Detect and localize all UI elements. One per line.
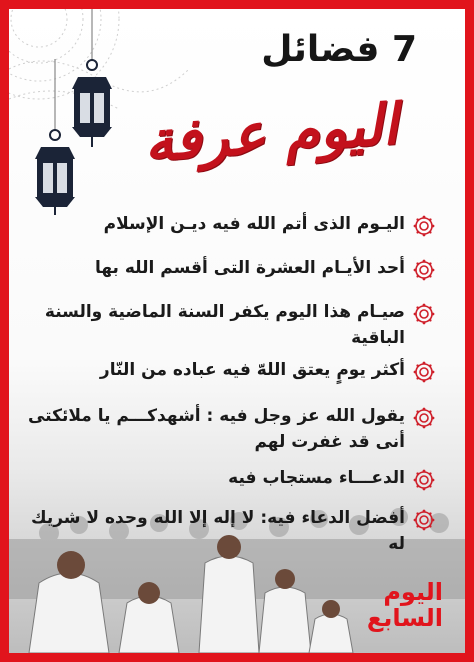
list-item [23,211,435,237]
virtue-text: الدعـــاء مستجاب فيه [228,468,405,488]
lantern-icon [27,59,83,219]
logo-line-1: اليوم [383,578,443,606]
list-item [23,299,435,351]
flower-bullet-icon [413,407,435,429]
flower-bullet-icon [413,509,435,531]
virtue-text: يقول الله عز وجل فيه : أشهدكـــم يا ملائكتى أنى قد غفرت لهم [27,406,405,452]
logo-line-2: السابع [366,604,443,632]
flower-bullet-icon [413,303,435,325]
list-item [23,255,435,281]
list-item [23,403,435,455]
youm7-logo [366,578,443,632]
flower-bullet-icon [413,215,435,237]
list-item [23,505,435,557]
virtue-text: اليـوم الذى أتم الله فيه ديـن الإسلام [103,214,405,234]
virtue-text: أكثر يومٍ يعتق اللهّ فيه عباده من النّار [99,360,405,380]
flower-bullet-icon [413,361,435,383]
list-item [23,357,435,383]
title-count: 7 فضائل [261,29,417,70]
virtue-text: صيـام هذا اليوم يكفر السنة الماضية والسنة الباقية [44,302,405,348]
flower-bullet-icon [413,469,435,491]
virtue-text: أفضل الدعاء فيه: لا إله إلا الله وحده لا شريك له [30,508,405,554]
list-item [23,465,435,491]
flower-bullet-icon [413,259,435,281]
title-script: اليوم عرفة [142,91,400,175]
virtue-text: أحد الأيـام العشرة التى أقسم الله بها [94,258,405,278]
